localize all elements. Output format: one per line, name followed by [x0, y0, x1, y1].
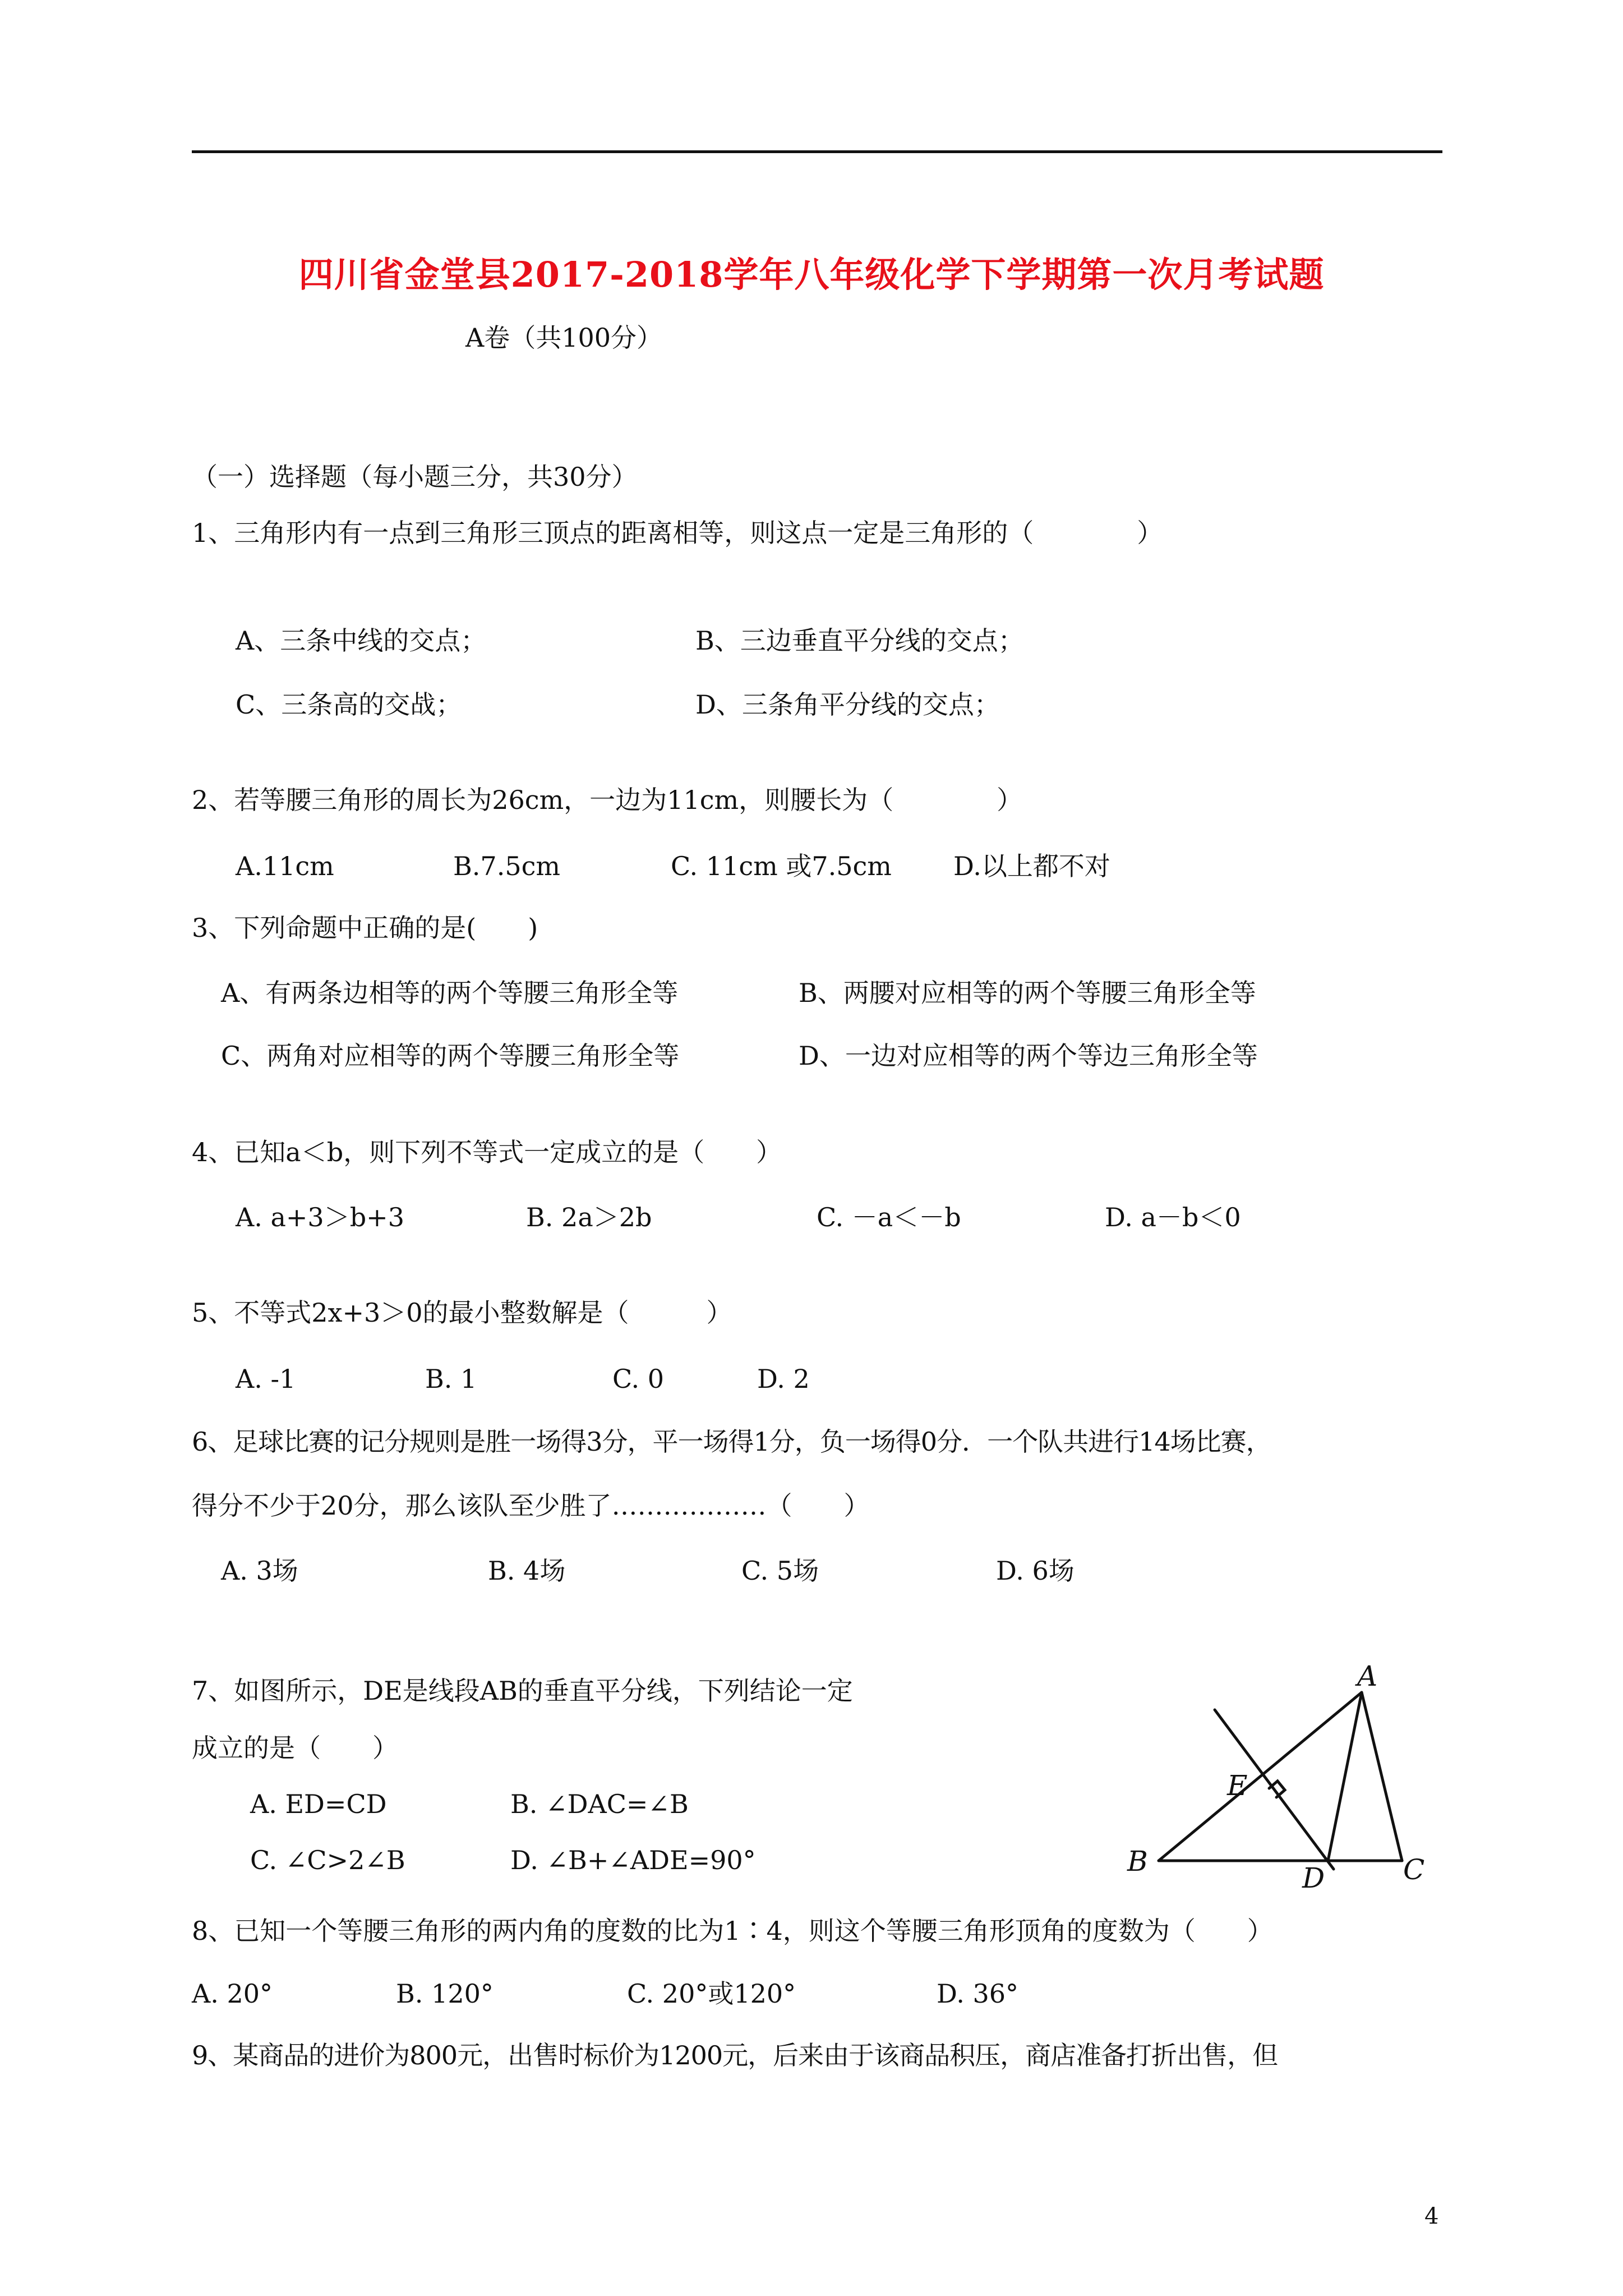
label-a: A	[1357, 1660, 1378, 1692]
q1-stem: 1、三角形内有一点到三角形三顶点的距离相等，则这点一定是三角形的（ ）	[192, 518, 1163, 548]
q8-option-a: A. 20°	[192, 1978, 273, 2009]
part1-heading: （一）选择题（每小题三分，共30分）	[192, 462, 638, 492]
label-d: D	[1302, 1862, 1325, 1894]
label-b: B	[1127, 1845, 1148, 1878]
segment-ab	[1159, 1692, 1362, 1861]
q7-stem-line2: 成立的是（ ）	[192, 1733, 398, 1763]
q1-option-a: A、三条中线的交点；	[236, 625, 487, 656]
q3-option-a: A、有两条边相等的两个等腰三角形全等	[221, 978, 679, 1008]
q5-option-c: C. 0	[612, 1364, 665, 1394]
q2-stem: 2、若等腰三角形的周长为26cm，一边为11cm，则腰长为（ ）	[192, 785, 1023, 815]
q4-option-d: D. a－b＜0	[1105, 1202, 1241, 1232]
label-e: E	[1227, 1769, 1248, 1802]
header-rule	[192, 150, 1442, 153]
q5-option-b: B. 1	[425, 1364, 477, 1394]
q2-option-c: C. 11cm 或7.5cm	[671, 851, 892, 881]
q3-option-b: B、两腰对应相等的两个等腰三角形全等	[799, 978, 1256, 1008]
q7-option-c: C. ∠C>2∠B	[250, 1845, 405, 1875]
q3-stem: 3、下列命题中正确的是( )	[192, 913, 538, 943]
q8-stem: 8、已知一个等腰三角形的两内角的度数的比为1∶4，则这个等腰三角形顶角的度数为（ ）	[192, 1916, 1273, 1946]
q7-option-d: D. ∠B+∠ADE=90°	[510, 1845, 756, 1875]
q8-option-d: D. 36°	[937, 1978, 1019, 2009]
q6-option-b: B. 4场	[488, 1556, 566, 1586]
q7-triangle-figure	[1116, 1660, 1486, 1924]
q2-option-b: B.7.5cm	[453, 851, 560, 881]
q4-option-c: C. －a＜－b	[817, 1202, 961, 1232]
q5-option-d: D. 2	[757, 1364, 810, 1394]
q7-option-b: B. ∠DAC=∠B	[510, 1789, 689, 1819]
q4-stem: 4、已知a＜b，则下列不等式一定成立的是（ ）	[192, 1137, 782, 1167]
q5-option-a: A. -1	[236, 1364, 296, 1394]
q6-stem-line2: 得分不少于20分，那么该队至少胜了………………（ ）	[192, 1490, 870, 1521]
q6-option-d: D. 6场	[996, 1556, 1075, 1586]
page-title: 四川省金堂县2017-2018学年八年级化学下学期第一次月考试题	[298, 254, 1325, 295]
q1-option-d: D、三条角平分线的交点；	[695, 689, 1000, 720]
segment-ac	[1362, 1692, 1402, 1861]
q1-option-b: B、三边垂直平分线的交点；	[695, 625, 1024, 656]
section-a-heading: A卷（共100分）	[465, 323, 663, 353]
q8-option-b: B. 120°	[396, 1978, 494, 2009]
q8-option-c: C. 20°或120°	[627, 1978, 796, 2009]
q3-option-c: C、两角对应相等的两个等腰三角形全等	[221, 1041, 680, 1071]
q6-option-c: C. 5场	[741, 1556, 819, 1586]
q6-option-a: A. 3场	[221, 1556, 298, 1586]
q7-option-a: A. ED=CD	[250, 1789, 387, 1819]
q9-stem: 9、某商品的进价为800元，出售时标价为1200元，后来由于该商品积压，商店准备打折出售，但	[192, 2040, 1278, 2070]
q3-option-d: D、一边对应相等的两个等边三角形全等	[799, 1041, 1258, 1071]
page-number: 4	[1424, 2203, 1439, 2229]
q6-stem-line1: 6、足球比赛的记分规则是胜一场得3分，平一场得1分，负一场得0分．一个队共进行14场比赛，	[192, 1427, 1271, 1457]
q4-option-a: A. a+3＞b+3	[236, 1202, 404, 1232]
q1-option-c: C、三条高的交战；	[236, 689, 462, 720]
q2-option-d: D.以上都不对	[953, 851, 1110, 881]
q5-stem: 5、不等式2x+3＞0的最小整数解是（ ）	[192, 1297, 732, 1328]
label-c: C	[1403, 1853, 1425, 1886]
q7-stem-line1: 7、如图所示，DE是线段AB的垂直平分线，下列结论一定	[192, 1676, 853, 1706]
q4-option-b: B. 2a＞2b	[526, 1202, 652, 1232]
q2-option-a: A.11cm	[236, 851, 334, 881]
